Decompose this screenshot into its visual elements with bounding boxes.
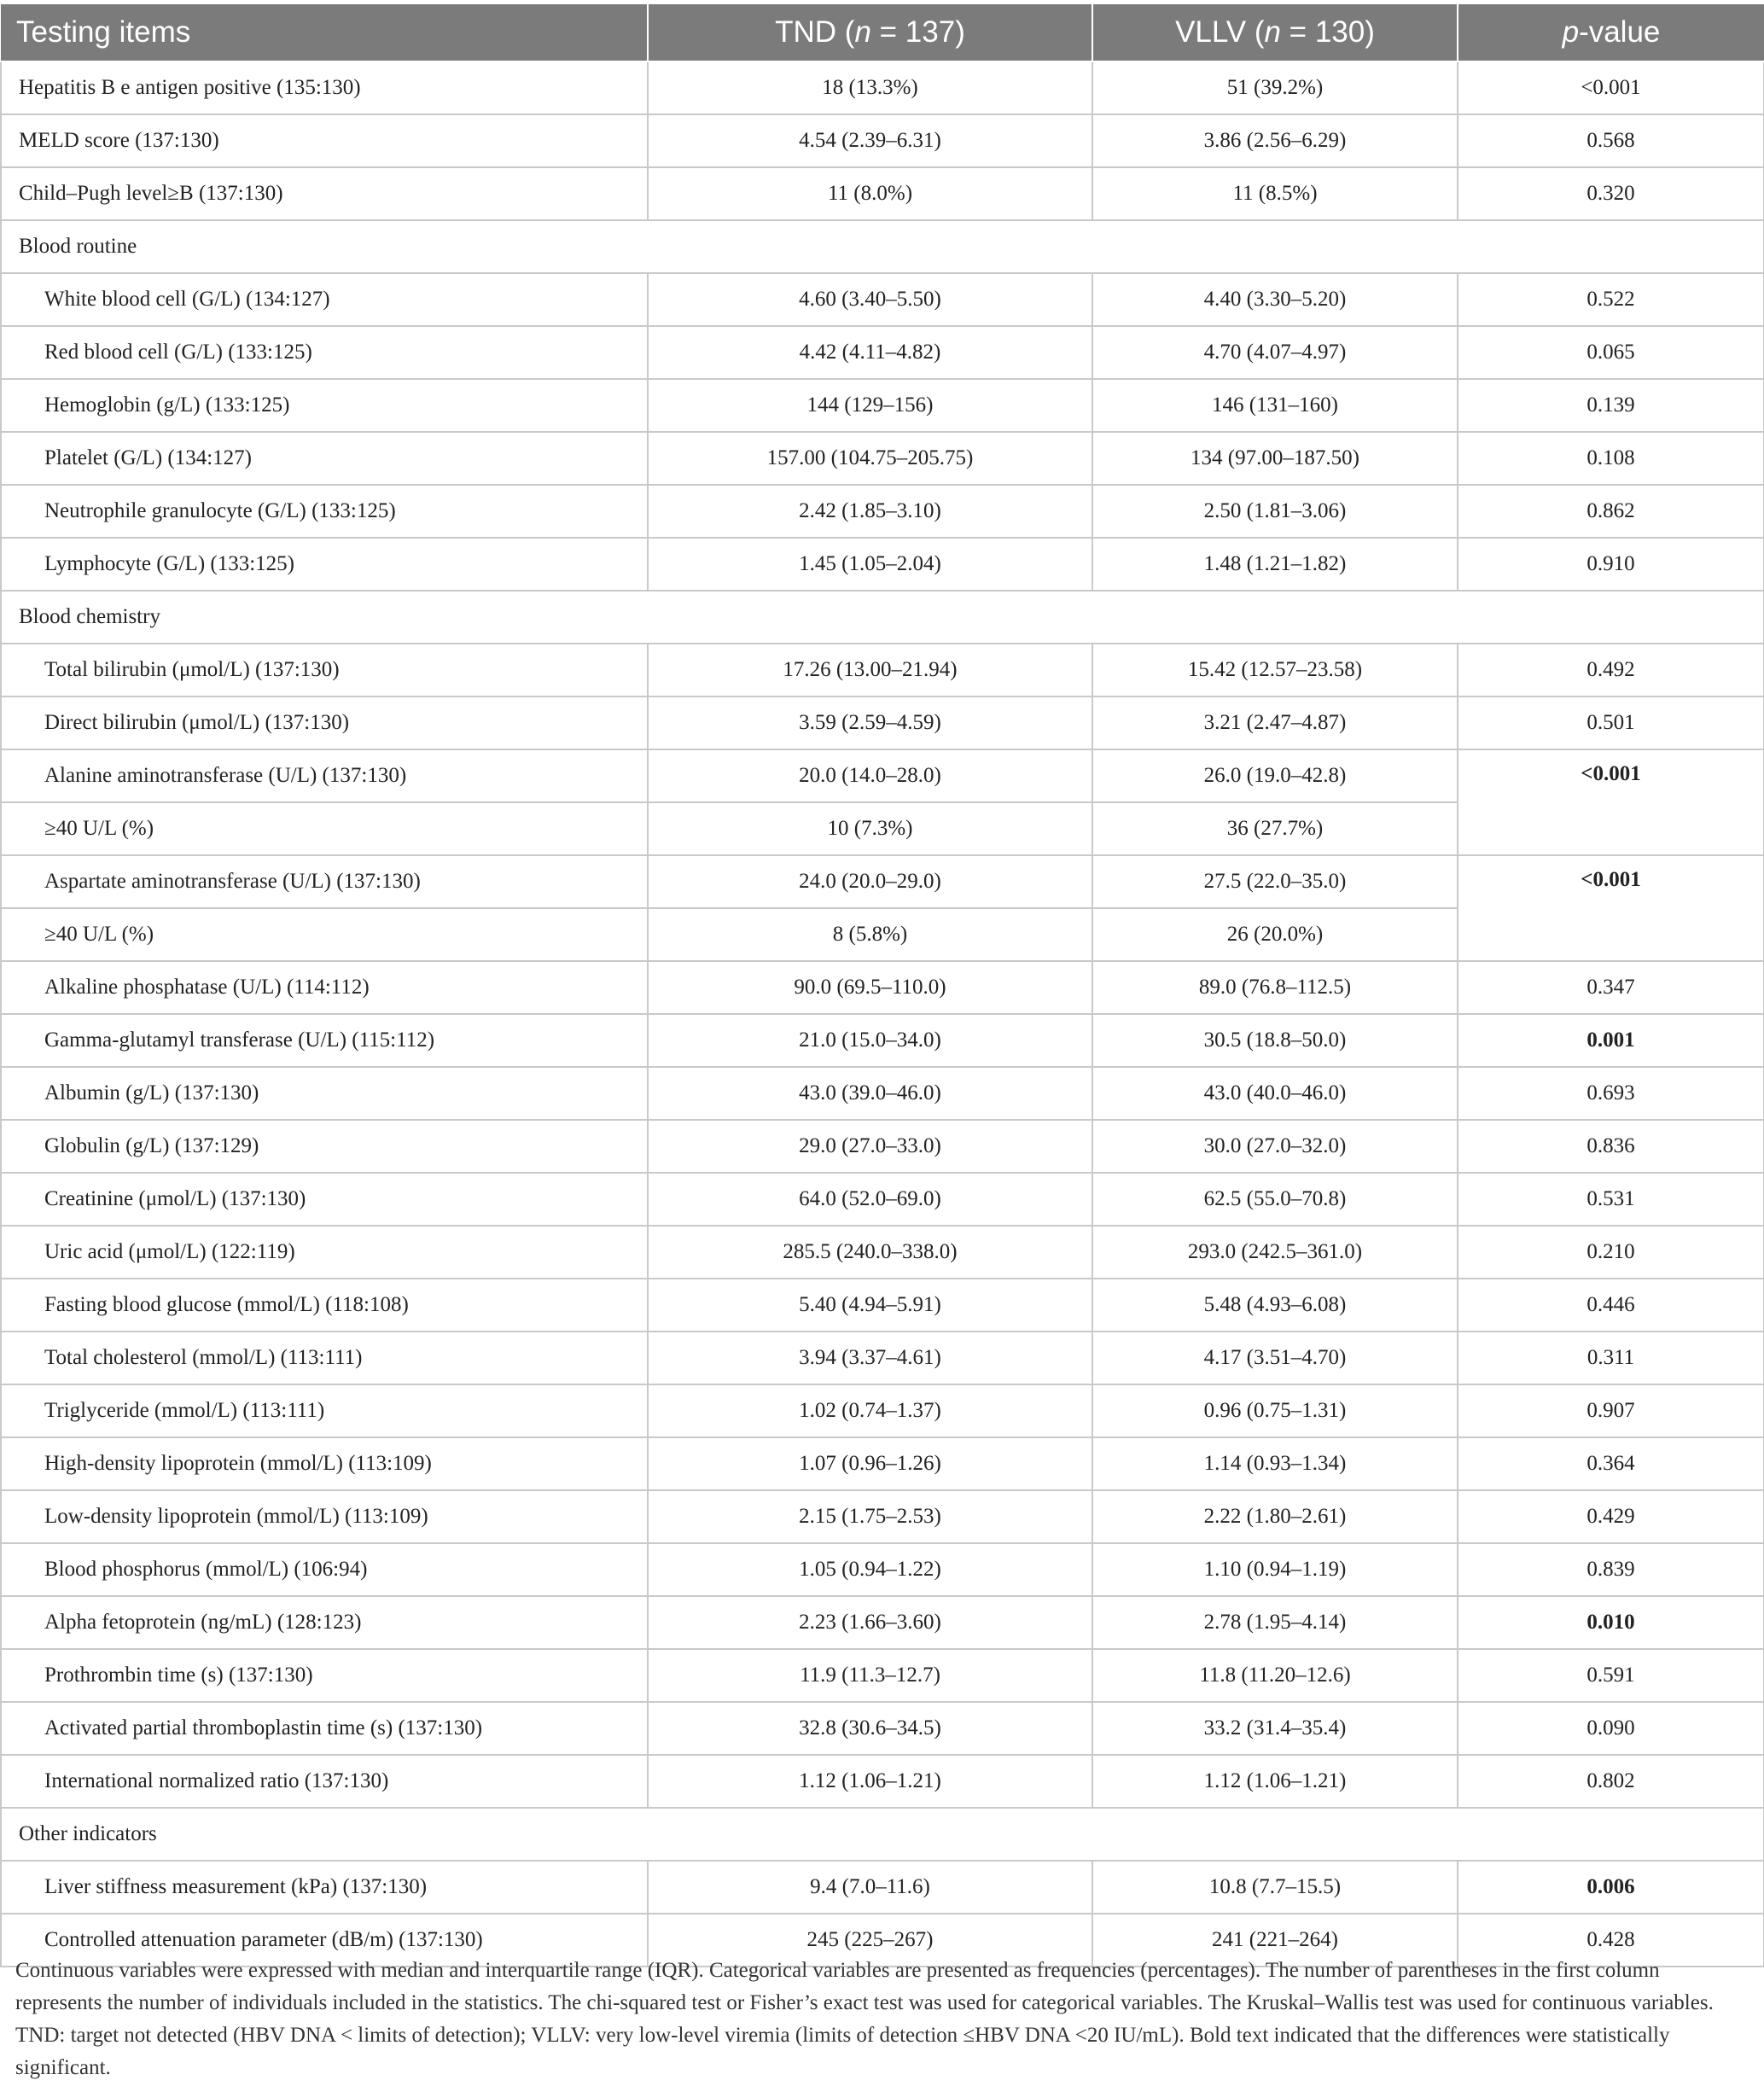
vllv-value: 3.21 (2.47–4.87) xyxy=(1092,696,1458,749)
vllv-value: 1.48 (1.21–1.82) xyxy=(1092,538,1458,591)
results-table xyxy=(0,4,1764,1967)
row-label: Fasting blood glucose (mmol/L) (118:108) xyxy=(1,1279,648,1332)
table-row xyxy=(1,1014,1764,1067)
tnd-value: 245 (225–267) xyxy=(648,1914,1092,1967)
vllv-value: 10.8 (7.7–15.5) xyxy=(1092,1861,1458,1914)
tnd-value: 285.5 (240.0–338.0) xyxy=(648,1226,1092,1279)
vllv-value: 43.0 (40.0–46.0) xyxy=(1092,1067,1458,1120)
header-tnd: TND (n = 137) xyxy=(648,4,1092,61)
row-label: ≥40 U/L (%) xyxy=(1,802,648,855)
table-row xyxy=(1,1332,1764,1384)
tnd-value: 4.42 (4.11–4.82) xyxy=(648,326,1092,379)
table-row xyxy=(1,855,1764,908)
p-value: 0.001 xyxy=(1458,1014,1764,1067)
tnd-value: 18 (13.3%) xyxy=(648,61,1092,114)
vllv-value: 2.78 (1.95–4.14) xyxy=(1092,1596,1458,1649)
vllv-value: 4.17 (3.51–4.70) xyxy=(1092,1332,1458,1384)
row-label: Controlled attenuation parameter (dB/m) (137:130) xyxy=(1,1914,648,1967)
vllv-value: 1.10 (0.94–1.19) xyxy=(1092,1543,1458,1596)
vllv-value: 134 (97.00–187.50) xyxy=(1092,432,1458,485)
tnd-value: 29.0 (27.0–33.0) xyxy=(648,1120,1092,1173)
table-row xyxy=(1,1120,1764,1173)
table-row xyxy=(1,1067,1764,1120)
row-label: Child–Pugh level≥B (137:130) xyxy=(1,167,648,220)
p-value: 0.531 xyxy=(1458,1173,1764,1226)
row-label: White blood cell (G/L) (134:127) xyxy=(1,273,648,326)
vllv-value: 2.22 (1.80–2.61) xyxy=(1092,1490,1458,1543)
section-row xyxy=(1,220,1764,273)
vllv-value: 26.0 (19.0–42.8) xyxy=(1092,749,1458,802)
vllv-value: 26 (20.0%) xyxy=(1092,908,1458,961)
p-value: 0.311 xyxy=(1458,1332,1764,1384)
tnd-value: 1.07 (0.96–1.26) xyxy=(648,1437,1092,1490)
tnd-value: 24.0 (20.0–29.0) xyxy=(648,855,1092,908)
table-row xyxy=(1,1490,1764,1543)
p-value: 0.428 xyxy=(1458,1914,1764,1967)
p-value: 0.446 xyxy=(1458,1279,1764,1332)
row-label: Platelet (G/L) (134:127) xyxy=(1,432,648,485)
tnd-value: 2.42 (1.85–3.10) xyxy=(648,485,1092,538)
tnd-value: 5.40 (4.94–5.91) xyxy=(648,1279,1092,1332)
table-row xyxy=(1,273,1764,326)
vllv-value: 293.0 (242.5–361.0) xyxy=(1092,1226,1458,1279)
section-label: Blood chemistry xyxy=(1,591,1764,644)
row-label: Neutrophile granulocyte (G/L) (133:125) xyxy=(1,485,648,538)
section-row xyxy=(1,1808,1764,1861)
vllv-value: 11 (8.5%) xyxy=(1092,167,1458,220)
p-value: 0.429 xyxy=(1458,1490,1764,1543)
row-label: Liver stiffness measurement (kPa) (137:130) xyxy=(1,1861,648,1914)
p-value: 0.591 xyxy=(1458,1649,1764,1702)
table-row xyxy=(1,485,1764,538)
table-row xyxy=(1,1173,1764,1226)
p-value: 0.862 xyxy=(1458,485,1764,538)
tnd-value: 21.0 (15.0–34.0) xyxy=(648,1014,1092,1067)
row-label: Globulin (g/L) (137:129) xyxy=(1,1120,648,1173)
table-body xyxy=(1,61,1764,1967)
tnd-value: 3.94 (3.37–4.61) xyxy=(648,1332,1092,1384)
vllv-value: 146 (131–160) xyxy=(1092,379,1458,432)
row-label: Activated partial thromboplastin time (s) (137:130) xyxy=(1,1702,648,1755)
row-label: Alpha fetoprotein (ng/mL) (128:123) xyxy=(1,1596,648,1649)
tnd-value: 10 (7.3%) xyxy=(648,802,1092,855)
p-value: 0.910 xyxy=(1458,538,1764,591)
p-value: 0.907 xyxy=(1458,1384,1764,1437)
section-label: Other indicators xyxy=(1,1808,1764,1861)
table-row xyxy=(1,1596,1764,1649)
tnd-value: 43.0 (39.0–46.0) xyxy=(648,1067,1092,1120)
tnd-value: 64.0 (52.0–69.0) xyxy=(648,1173,1092,1226)
table-row xyxy=(1,1384,1764,1437)
row-label: MELD score (137:130) xyxy=(1,114,648,167)
vllv-value: 30.0 (27.0–32.0) xyxy=(1092,1120,1458,1173)
vllv-value: 30.5 (18.8–50.0) xyxy=(1092,1014,1458,1067)
p-value: 0.802 xyxy=(1458,1755,1764,1808)
p-value: 0.090 xyxy=(1458,1702,1764,1755)
p-value: 0.501 xyxy=(1458,696,1764,749)
row-label: International normalized ratio (137:130) xyxy=(1,1755,648,1808)
row-label: Lymphocyte (G/L) (133:125) xyxy=(1,538,648,591)
tnd-value: 2.23 (1.66–3.60) xyxy=(648,1596,1092,1649)
row-label: Alkaline phosphatase (U/L) (114:112) xyxy=(1,961,648,1014)
tnd-value: 17.26 (13.00–21.94) xyxy=(648,644,1092,696)
row-label: Red blood cell (G/L) (133:125) xyxy=(1,326,648,379)
table-row xyxy=(1,1702,1764,1755)
tnd-value: 9.4 (7.0–11.6) xyxy=(648,1861,1092,1914)
p-value: 0.836 xyxy=(1458,1120,1764,1173)
table-row xyxy=(1,1649,1764,1702)
row-label: Uric acid (μmol/L) (122:119) xyxy=(1,1226,648,1279)
row-label: Blood phosphorus (mmol/L) (106:94) xyxy=(1,1543,648,1596)
row-label: Prothrombin time (s) (137:130) xyxy=(1,1649,648,1702)
row-label: ≥40 U/L (%) xyxy=(1,908,648,961)
table-row xyxy=(1,379,1764,432)
p-value: 0.210 xyxy=(1458,1226,1764,1279)
vllv-value: 15.42 (12.57–23.58) xyxy=(1092,644,1458,696)
row-label: High-density lipoprotein (mmol/L) (113:109) xyxy=(1,1437,648,1490)
vllv-value: 1.14 (0.93–1.34) xyxy=(1092,1437,1458,1490)
row-label: Gamma-glutamyl transferase (U/L) (115:112) xyxy=(1,1014,648,1067)
p-value: 0.568 xyxy=(1458,114,1764,167)
tnd-value: 144 (129–156) xyxy=(648,379,1092,432)
p-value: 0.347 xyxy=(1458,961,1764,1014)
table-row xyxy=(1,167,1764,220)
tnd-value: 11 (8.0%) xyxy=(648,167,1092,220)
row-label: Triglyceride (mmol/L) (113:111) xyxy=(1,1384,648,1437)
p-value: 0.010 xyxy=(1458,1596,1764,1649)
table-row xyxy=(1,326,1764,379)
p-value: 0.364 xyxy=(1458,1437,1764,1490)
p-value: <0.001 xyxy=(1458,749,1764,855)
vllv-value: 51 (39.2%) xyxy=(1092,61,1458,114)
tnd-value: 1.02 (0.74–1.37) xyxy=(648,1384,1092,1437)
header-testing-items: Testing items xyxy=(1,4,648,61)
row-label: Total cholesterol (mmol/L) (113:111) xyxy=(1,1332,648,1384)
row-label: Total bilirubin (μmol/L) (137:130) xyxy=(1,644,648,696)
table-row xyxy=(1,114,1764,167)
vllv-value: 0.96 (0.75–1.31) xyxy=(1092,1384,1458,1437)
p-value: <0.001 xyxy=(1458,855,1764,961)
row-label: Albumin (g/L) (137:130) xyxy=(1,1067,648,1120)
p-value: <0.001 xyxy=(1458,61,1764,114)
row-label: Hepatitis B e antigen positive (135:130) xyxy=(1,61,648,114)
row-label: Low-density lipoprotein (mmol/L) (113:109) xyxy=(1,1490,648,1543)
section-label: Blood routine xyxy=(1,220,1764,273)
vllv-value: 2.50 (1.81–3.06) xyxy=(1092,485,1458,538)
tnd-value: 8 (5.8%) xyxy=(648,908,1092,961)
tnd-value: 11.9 (11.3–12.7) xyxy=(648,1649,1092,1702)
vllv-value: 62.5 (55.0–70.8) xyxy=(1092,1173,1458,1226)
table-row xyxy=(1,1437,1764,1490)
table-row xyxy=(1,1755,1764,1808)
tnd-value: 90.0 (69.5–110.0) xyxy=(648,961,1092,1014)
p-value: 0.320 xyxy=(1458,167,1764,220)
table-row xyxy=(1,1543,1764,1596)
row-label: Direct bilirubin (μmol/L) (137:130) xyxy=(1,696,648,749)
p-value: 0.108 xyxy=(1458,432,1764,485)
section-row xyxy=(1,591,1764,644)
table-row xyxy=(1,749,1764,802)
table-row xyxy=(1,1279,1764,1332)
table-row xyxy=(1,432,1764,485)
vllv-value: 27.5 (22.0–35.0) xyxy=(1092,855,1458,908)
p-value: 0.693 xyxy=(1458,1067,1764,1120)
p-value: 0.492 xyxy=(1458,644,1764,696)
tnd-value: 3.59 (2.59–4.59) xyxy=(648,696,1092,749)
table-row xyxy=(1,1861,1764,1914)
vllv-value: 11.8 (11.20–12.6) xyxy=(1092,1649,1458,1702)
table-row xyxy=(1,961,1764,1014)
p-value: 0.006 xyxy=(1458,1861,1764,1914)
p-value: 0.839 xyxy=(1458,1543,1764,1596)
table-row xyxy=(1,644,1764,696)
row-label: Hemoglobin (g/L) (133:125) xyxy=(1,379,648,432)
vllv-value: 241 (221–264) xyxy=(1092,1914,1458,1967)
tnd-value: 1.05 (0.94–1.22) xyxy=(648,1543,1092,1596)
vllv-value: 3.86 (2.56–6.29) xyxy=(1092,114,1458,167)
tnd-value: 157.00 (104.75–205.75) xyxy=(648,432,1092,485)
table-row xyxy=(1,1226,1764,1279)
tnd-value: 1.45 (1.05–2.04) xyxy=(648,538,1092,591)
tnd-value: 4.54 (2.39–6.31) xyxy=(648,114,1092,167)
tnd-value: 32.8 (30.6–34.5) xyxy=(648,1702,1092,1755)
table-row xyxy=(1,61,1764,114)
row-label: Alanine aminotransferase (U/L) (137:130) xyxy=(1,749,648,802)
vllv-value: 4.40 (3.30–5.20) xyxy=(1092,273,1458,326)
vllv-value: 33.2 (31.4–35.4) xyxy=(1092,1702,1458,1755)
vllv-value: 4.70 (4.07–4.97) xyxy=(1092,326,1458,379)
tnd-value: 2.15 (1.75–2.53) xyxy=(648,1490,1092,1543)
table-header-row xyxy=(1,4,1764,61)
row-label: Aspartate aminotransferase (U/L) (137:130) xyxy=(1,855,648,908)
table-footnote: Continuous variables were expressed with median and interquartile range (IQR). Categorical variables are presented as frequencies (percentages). The number of parentheses in the first column represents the number of individuals included in the statistics. The chi-squared test or Fisher’s exact test was used for categorical variables. The Kruskal–Wallis test was used for continuous variables. TND: target not detected (HBV DNA < limits of detection); VLLV: very low-level viremia (limits of detection ≤HBV DNA <20 IU/mL). Bold text indicated that the differences were statistically significant. xyxy=(15,1959,1714,2079)
table-row xyxy=(1,696,1764,749)
row-label: Creatinine (μmol/L) (137:130) xyxy=(1,1173,648,1226)
table-row xyxy=(1,538,1764,591)
tnd-value: 20.0 (14.0–28.0) xyxy=(648,749,1092,802)
header-vllv: VLLV (n = 130) xyxy=(1092,4,1458,61)
p-value: 0.522 xyxy=(1458,273,1764,326)
vllv-value: 36 (27.7%) xyxy=(1092,802,1458,855)
header-p-value: p-value xyxy=(1458,4,1764,61)
p-value: 0.139 xyxy=(1458,379,1764,432)
tnd-value: 4.60 (3.40–5.50) xyxy=(648,273,1092,326)
tnd-value: 1.12 (1.06–1.21) xyxy=(648,1755,1092,1808)
vllv-value: 5.48 (4.93–6.08) xyxy=(1092,1279,1458,1332)
vllv-value: 1.12 (1.06–1.21) xyxy=(1092,1755,1458,1808)
vllv-value: 89.0 (76.8–112.5) xyxy=(1092,961,1458,1014)
p-value: 0.065 xyxy=(1458,326,1764,379)
